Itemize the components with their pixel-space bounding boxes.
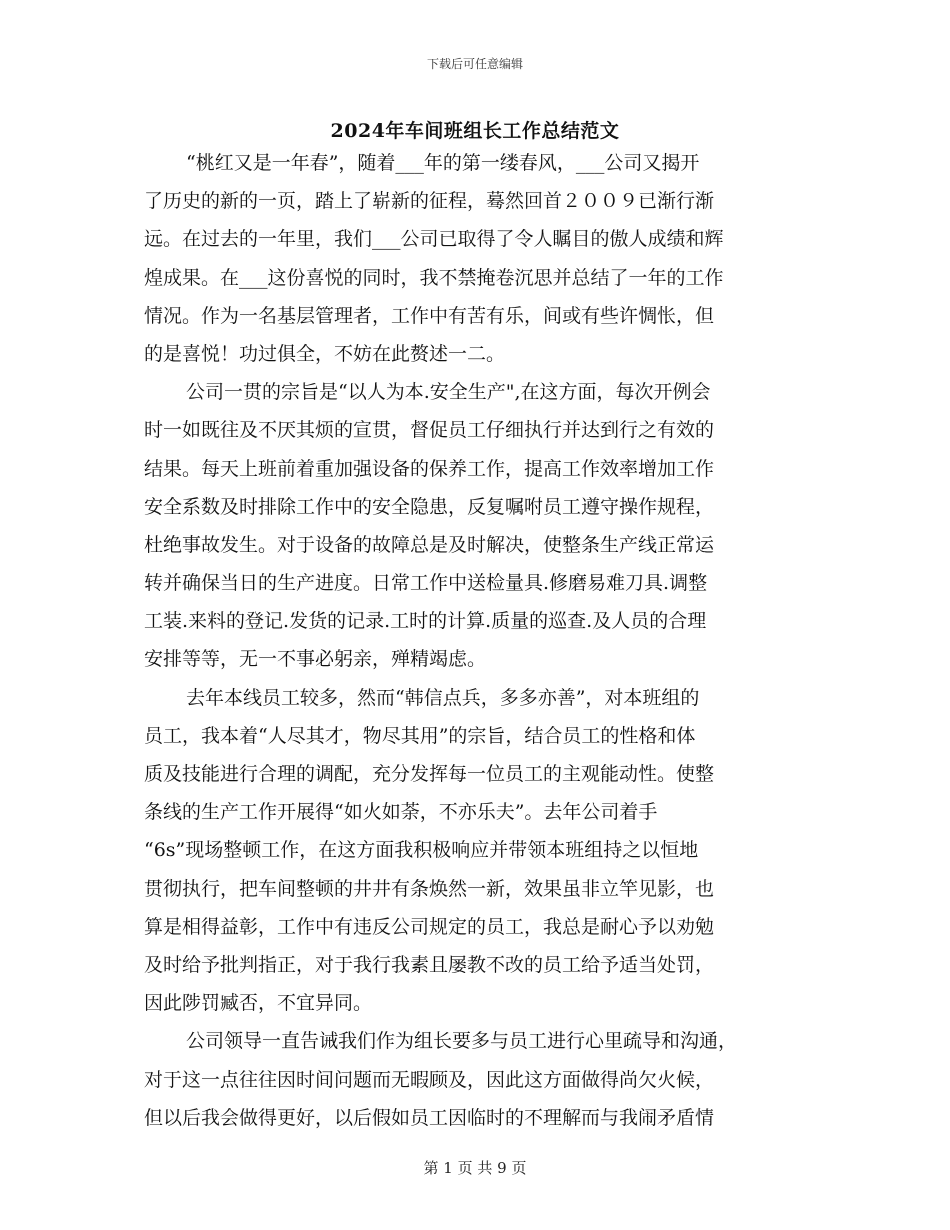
paragraph-line: 公司一贯的宗旨是“以人为本.安全生产",在这方面，每次开例会 <box>186 381 711 404</box>
paragraph-line: 质及技能进行合理的调配，充分发挥每一位员工的主观能动性。使整 <box>144 763 715 785</box>
paragraph-line: 但以后我会做得更好，以后假如员工因临时的不理解而与我闹矛盾情 <box>144 1106 715 1129</box>
document-title: 2024年车间班组长工作总结范文 <box>330 120 620 142</box>
paragraph-line: 安排等等，无一不事必躬亲，殚精竭虑。 <box>144 648 487 671</box>
paragraph-line: 情况。作为一名基层管理者，工作中有苦有乐，间或有些许惆怅，但 <box>144 304 715 327</box>
paragraph-line: 的是喜悦！功过俱全，不妨在此赘述一二。 <box>144 342 506 365</box>
paragraph-line: 去年本线员工较多，然而“韩信点兵，多多亦善”，对本班组的 <box>186 686 700 709</box>
paragraph-line: 贯彻执行，把车间整顿的井井有条焕然一新，效果虽非立竿见影，也 <box>144 877 715 900</box>
paragraph-line: “6s”现场整顿工作，在这方面我积极响应并带领本班组持之以恒地 <box>144 839 699 862</box>
paragraph-line: 对于这一点往往因时间问题而无暇顾及，因此这方面做得尚欠火候， <box>144 1068 715 1091</box>
paragraph-line: 结果。每天上班前着重加强设备的保养工作，提高工作效率增加工作 <box>144 457 715 480</box>
paragraph-line: 安全系数及时排除工作中的安全隐患，反复嘱咐员工遵守操作规程， <box>144 495 715 518</box>
document-body <box>144 144 809 1137</box>
paragraph-line: 条线的生产工作开展得“如火如荼，不亦乐夫”。去年公司着手 <box>144 801 658 824</box>
paragraph-line: 及时给予批判指正，对于我行我素且屡教不改的员工给予适当处罚， <box>144 953 715 976</box>
page-footer: 第 1 页 共 9 页 <box>423 1159 527 1177</box>
paragraph-line: 公司领导一直告诫我们作为组长要多与员工进行心里疏导和沟通， <box>186 1030 738 1053</box>
paragraph-line: 时一如既往及不厌其烦的宣贯，督促员工仔细执行并达到行之有效的 <box>144 419 715 442</box>
paragraph-line: 工装.来料的登记.发货的记录.工时的计算.质量的巡查.及人员的合理 <box>144 610 707 633</box>
paragraph-line: 转并确保当日的生产进度。日常工作中送检量具.修磨易难刀具.调整 <box>144 572 708 595</box>
paragraph-line: 算是相得益彰，工作中有违反公司规定的员工，我总是耐心予以劝勉 <box>144 915 715 938</box>
paragraph-line: 因此陟罚臧否，不宜异同。 <box>144 992 373 1015</box>
header-note: 下载后可任意编辑 <box>426 57 523 71</box>
paragraph-line: 杜绝事故发生。对于设备的故障总是及时解决，使整条生产线正常运 <box>144 533 715 556</box>
paragraph-line: “桃红又是一年春”，随着___年的第一缕春风，___公司又揭开 <box>186 152 700 174</box>
paragraph-line: 远。在过去的一年里，我们___公司已取得了令人瞩目的傲人成绩和辉 <box>144 228 724 251</box>
paragraph-line: 员工，我本着“人尽其才，物尽其用”的宗旨，结合员工的性格和体 <box>144 724 696 747</box>
paragraph-line: 了历史的新的一页，踏上了崭新的征程，蓦然回首２００９已渐行渐 <box>144 190 715 213</box>
paragraph-line: 煌成果。在___这份喜悦的同时，我不禁掩卷沉思并总结了一年的工作 <box>144 266 724 289</box>
